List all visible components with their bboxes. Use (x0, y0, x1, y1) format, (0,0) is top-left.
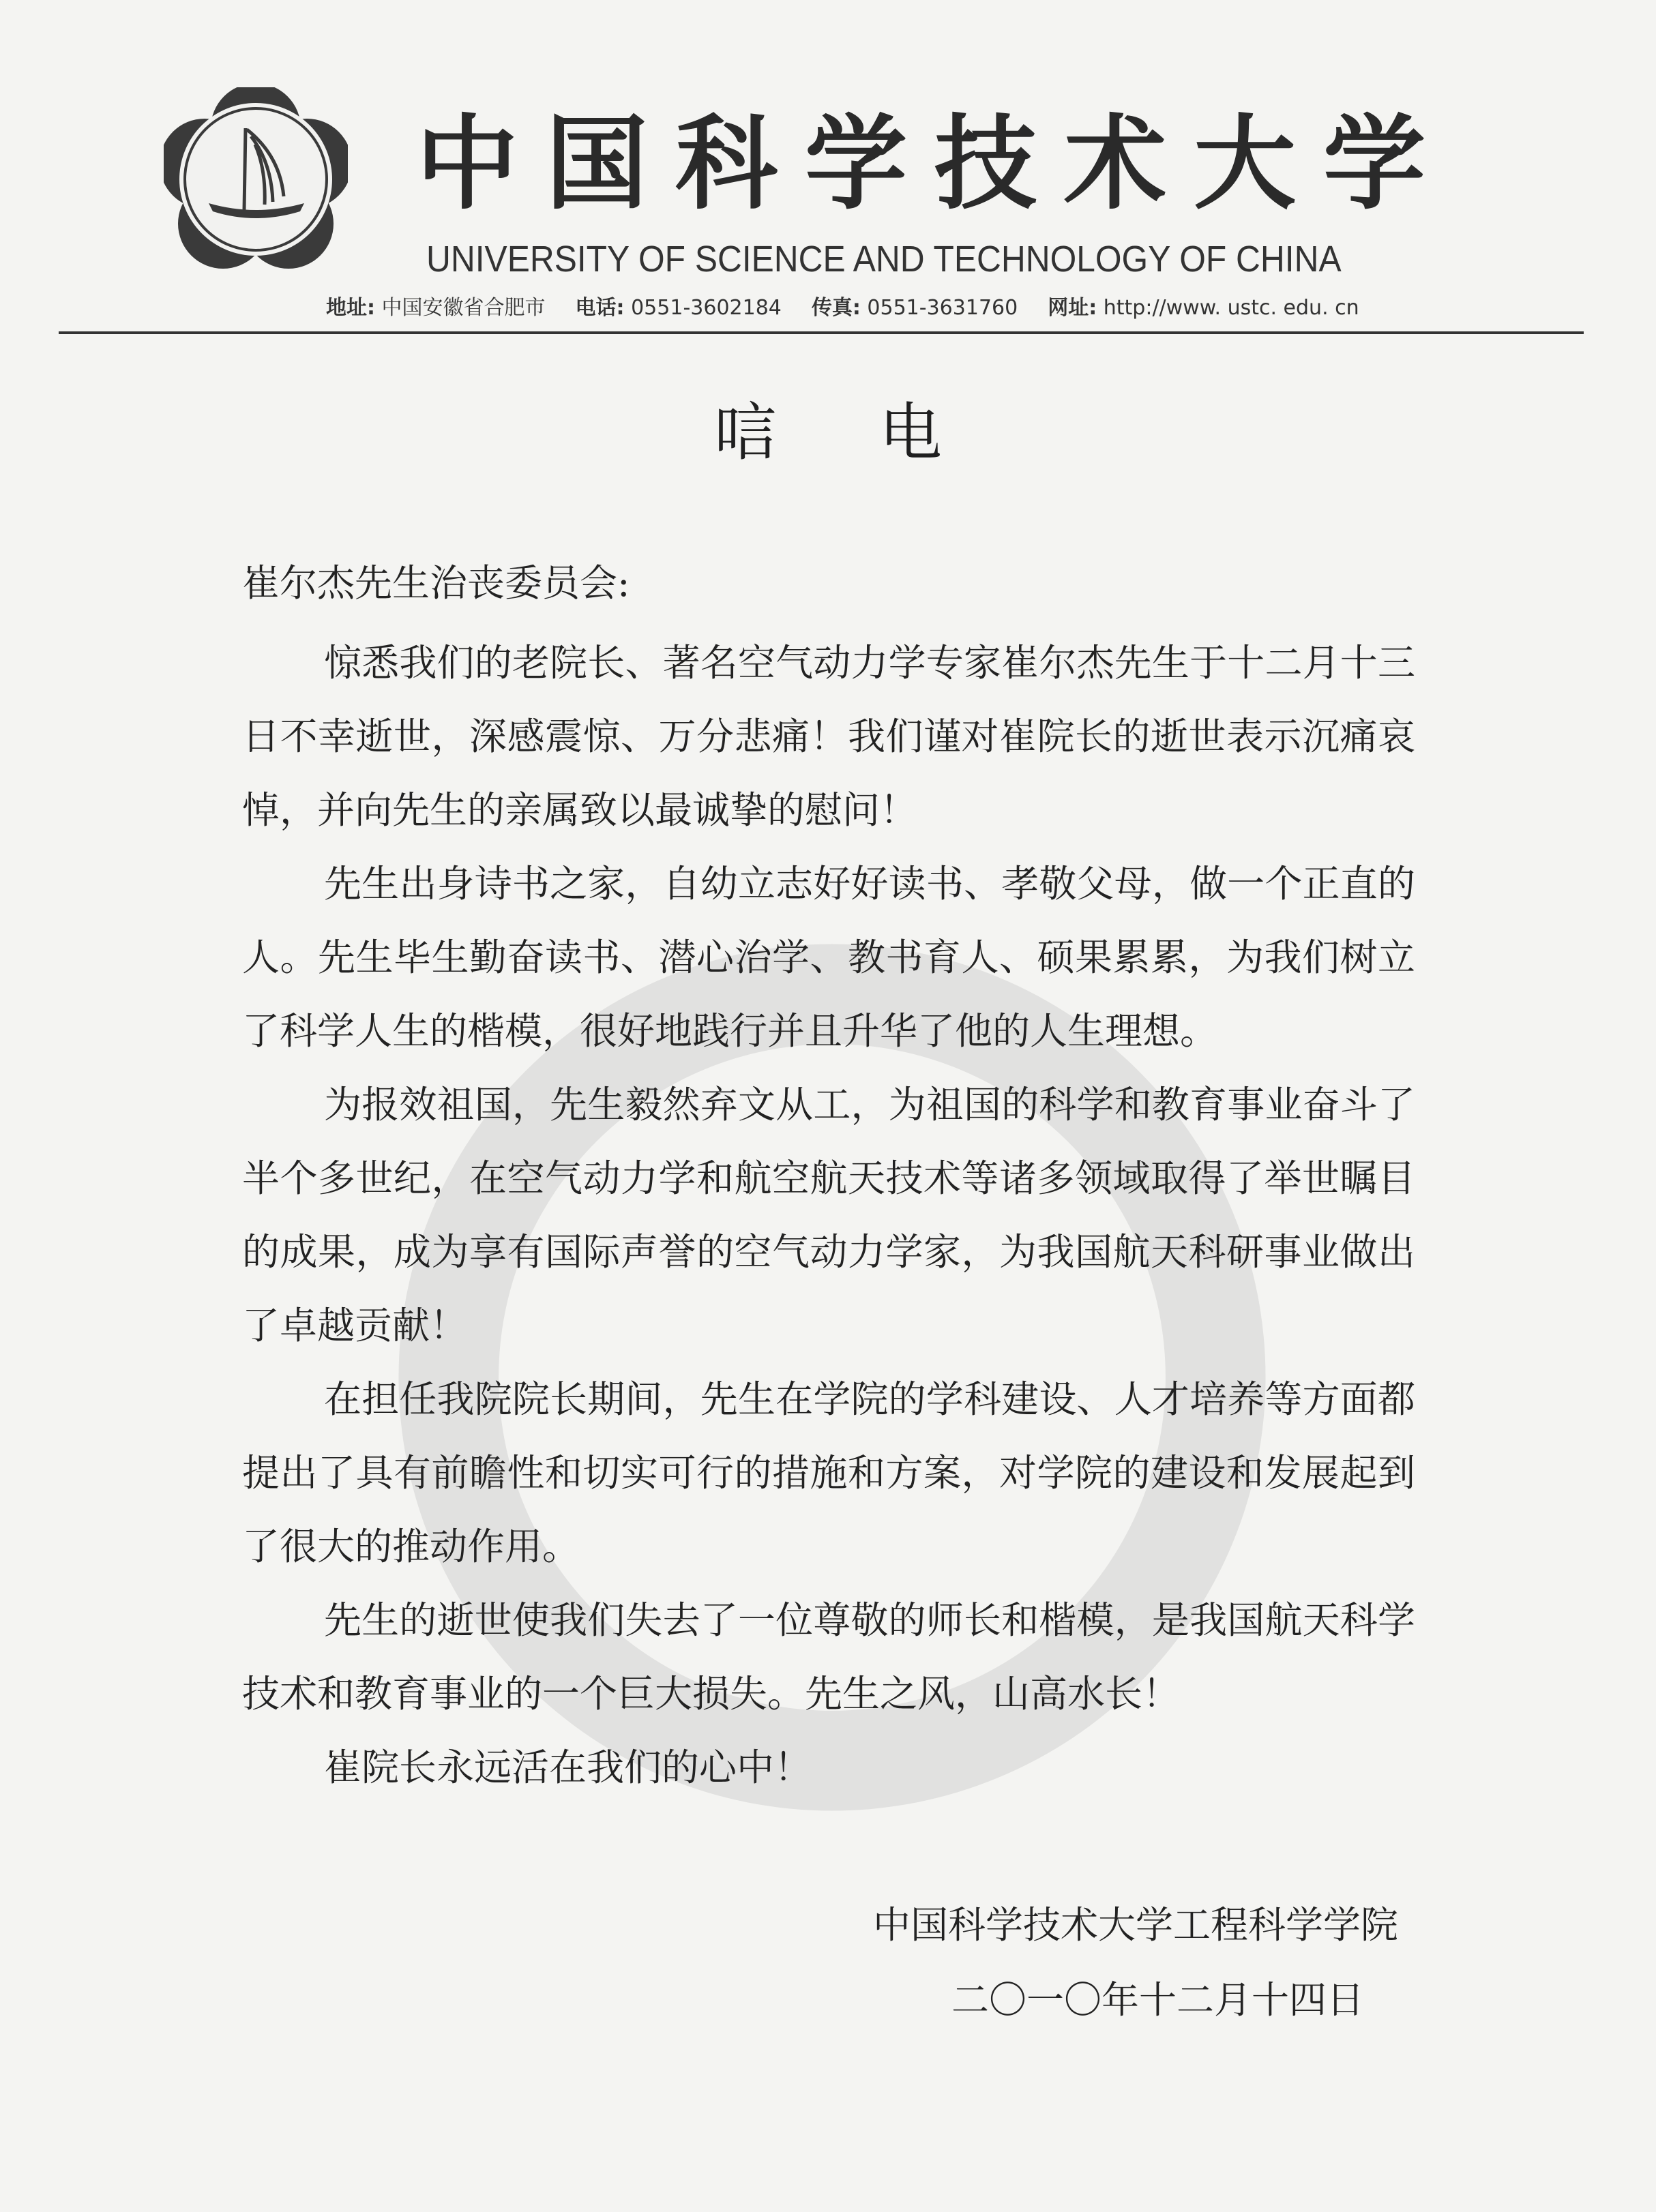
university-english-name: UNIVERSITY OF SCIENCE AND TECHNOLOGY OF CHINA (426, 239, 1342, 280)
paragraph: 在担任我院院长期间，先生在学院的学科建设、人才培养等方面都提出了具有前瞻性和切实可行的措施和方案，对学院的建设和发展起到了很大的推动作用。 (242, 1377, 1415, 1568)
contact-line (326, 289, 1526, 327)
salutation: 崔尔杰先生治丧委员会: (242, 561, 630, 605)
paragraph: 为报效祖国，先生毅然弃文从工，为祖国的科学和教育事业奋斗了半个多世纪，在空气动力学和航空航天技术等诸多领域取得了举世瞩目的成果，成为享有国际声誉的空气动力学家，为我国航天科研事业做出了卓越贡献！ (242, 1083, 1415, 1347)
phone-value: 0551-3602184 (631, 296, 782, 320)
signature-date: 二〇一〇年十二月十四日 (951, 1978, 1364, 2022)
fax-value: 0551-3631760 (867, 296, 1018, 320)
ustc-emblem-logo (164, 87, 348, 271)
paragraph: 崔院长永远活在我们的心中！ (324, 1746, 812, 1789)
paragraph: 先生出身诗书之家，自幼立志好好读书、孝敬父母，做一个正直的人。先生毕生勤奋读书、潜心治学、教书育人、硕果累累，为我们树立了科学人生的楷模，很好地践行并且升华了他的人生理想。 (242, 862, 1415, 1053)
address-label: 地址: (326, 296, 375, 320)
signature: 中国科学技术大学工程科学学院 (872, 1903, 1398, 1947)
university-chinese-name: 中国科学技术大学 (416, 104, 1453, 224)
fax-group (812, 289, 1018, 327)
website-group (1048, 289, 1359, 327)
phone-label: 电话: (575, 296, 625, 320)
letterhead-divider (59, 331, 1584, 334)
letter-title: 唁电 (713, 396, 1044, 469)
website-value: http://www. ustc. edu. cn (1103, 296, 1359, 320)
address-group (326, 289, 546, 327)
address-value: 中国安徽省合肥市 (381, 296, 546, 320)
phone-group (576, 289, 782, 327)
paragraph: 惊悉我们的老院长、著名空气动力学专家崔尔杰先生于十二月十三日不幸逝世，深感震惊、万分悲痛！我们谨对崔院长的逝世表示沉痛哀悼，并向先生的亲属致以最诚挚的慰问！ (242, 641, 1415, 832)
website-label: 网址: (1048, 296, 1097, 320)
fax-label: 传真: (811, 296, 861, 320)
letter-body (242, 626, 1415, 1804)
paragraph: 先生的逝世使我们失去了一位尊敬的师长和楷模，是我国航天科学技术和教育事业的一个巨大损失。先生之风，山高水长！ (242, 1598, 1415, 1716)
